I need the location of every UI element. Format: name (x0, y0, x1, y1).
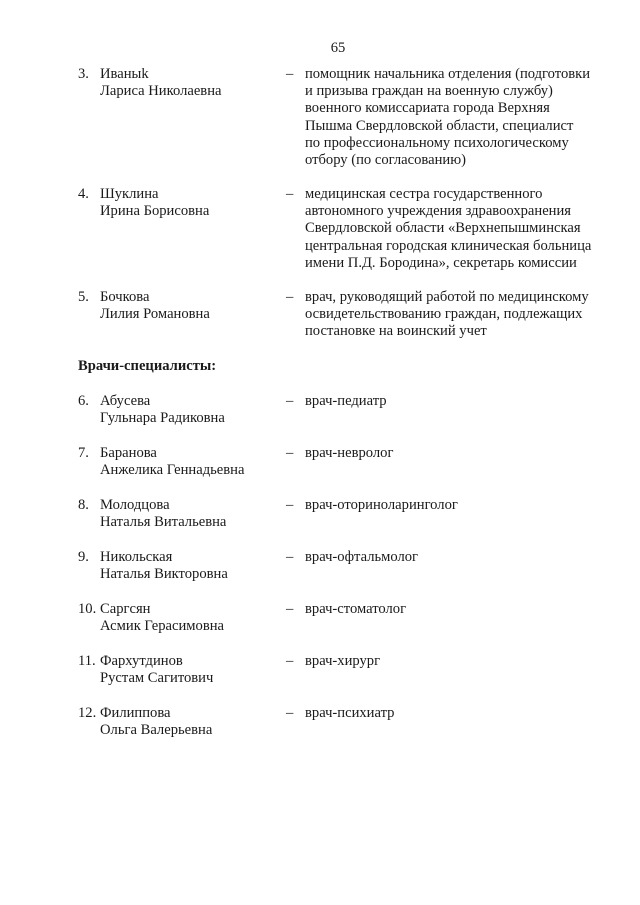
given-names: Ольга Валерьевна (100, 722, 213, 739)
surname: Саргсян (100, 601, 151, 617)
entry-number: 9. (78, 549, 89, 565)
specialist-role (305, 705, 625, 722)
specialist-role (305, 497, 625, 514)
given-names: Лариса Николаевна (100, 83, 222, 100)
given-names: Ирина Борисовна (100, 203, 210, 220)
dash: – (286, 497, 294, 513)
specialist-name (100, 653, 280, 687)
specialist-name (100, 393, 280, 427)
description-line: Свердловской области «Верхнепышминская (305, 220, 581, 237)
member-description (305, 186, 625, 272)
description-line: постановке на воинский учет (305, 323, 487, 340)
entry-number: 5. (78, 289, 89, 305)
specialist-name (100, 497, 280, 531)
entry-number: 3. (78, 66, 89, 82)
specialist-name (100, 601, 280, 635)
specialist-role (305, 601, 625, 618)
entry-number: 11. (78, 653, 96, 669)
description-line: и призыва граждан на военную службу) (305, 83, 553, 100)
dash: – (286, 393, 294, 409)
description-line: помощник начальника отделения (подготовки (305, 66, 591, 82)
specialist-role (305, 653, 625, 670)
member-description (305, 289, 625, 341)
role-text: врач-стоматолог (305, 601, 407, 617)
role-text: врач-хирург (305, 653, 381, 669)
description-line: военного комиссариата города Верхняя (305, 100, 550, 117)
description-line: врач, руководящий работой по медицинскому (305, 289, 589, 305)
dash: – (286, 601, 294, 617)
given-names: Асмик Герасимовна (100, 618, 225, 635)
role-text: врач-психиатр (305, 705, 395, 721)
specialist-name (100, 445, 280, 479)
given-names: Гульнара Радиковна (100, 410, 225, 427)
description-line: освидетельствованию граждан, подлежащих (305, 306, 583, 323)
description-line: по профессиональному психологическому (305, 134, 569, 151)
description-line: центральная городская клиническая больница (305, 237, 592, 254)
entry-number: 7. (78, 445, 89, 461)
dash: – (286, 705, 294, 721)
member-name (100, 186, 280, 220)
entry-number: 8. (78, 497, 89, 513)
description-line: отбору (по согласованию) (305, 152, 466, 169)
section-heading-specialists: Врачи-специалисты: (78, 358, 217, 374)
specialist-role (305, 393, 625, 410)
dash: – (286, 289, 294, 305)
surname: Баранова (100, 445, 157, 461)
entry-number: 4. (78, 186, 89, 202)
member-name (100, 66, 280, 100)
dash: – (286, 445, 294, 461)
dash: – (286, 186, 294, 202)
role-text: врач-педиатр (305, 393, 387, 409)
given-names: Рустам Сагитович (100, 670, 214, 687)
surname: Фархутдинов (100, 653, 183, 669)
surname: Никольская (100, 549, 173, 565)
surname: Молодцова (100, 497, 170, 513)
given-names: Наталья Витальевна (100, 514, 227, 531)
entry-number: 10. (78, 601, 97, 617)
entry-number: 12. (78, 705, 97, 721)
dash: – (286, 653, 294, 669)
surname: Бочкова (100, 289, 150, 305)
surname: Абусева (100, 393, 151, 409)
role-text: врач-невролог (305, 445, 394, 461)
description-line: медицинская сестра государственного (305, 186, 543, 202)
surname: Шуклина (100, 186, 159, 202)
dash: – (286, 549, 294, 565)
role-text: врач-оториноларинголог (305, 497, 458, 513)
specialist-role (305, 445, 625, 462)
surname: Иваныk (100, 66, 149, 82)
member-description (305, 66, 625, 169)
entry-number: 6. (78, 393, 89, 409)
specialist-role (305, 549, 625, 566)
given-names: Анжелика Геннадьевна (100, 462, 245, 479)
description-line: имени П.Д. Бородина», секретарь комиссии (305, 254, 577, 271)
member-name (100, 289, 280, 323)
surname: Филиппова (100, 705, 171, 721)
page-number: 65 (330, 40, 346, 56)
dash: – (286, 66, 294, 82)
description-line: автономного учреждения здравоохранения (305, 203, 572, 220)
specialist-name (100, 705, 280, 739)
given-names: Наталья Викторовна (100, 566, 228, 583)
description-line: Пышма Свердловской области, специалист (305, 117, 574, 134)
specialist-name (100, 549, 280, 583)
role-text: врач-офтальмолог (305, 549, 419, 565)
given-names: Лилия Романовна (100, 306, 210, 323)
